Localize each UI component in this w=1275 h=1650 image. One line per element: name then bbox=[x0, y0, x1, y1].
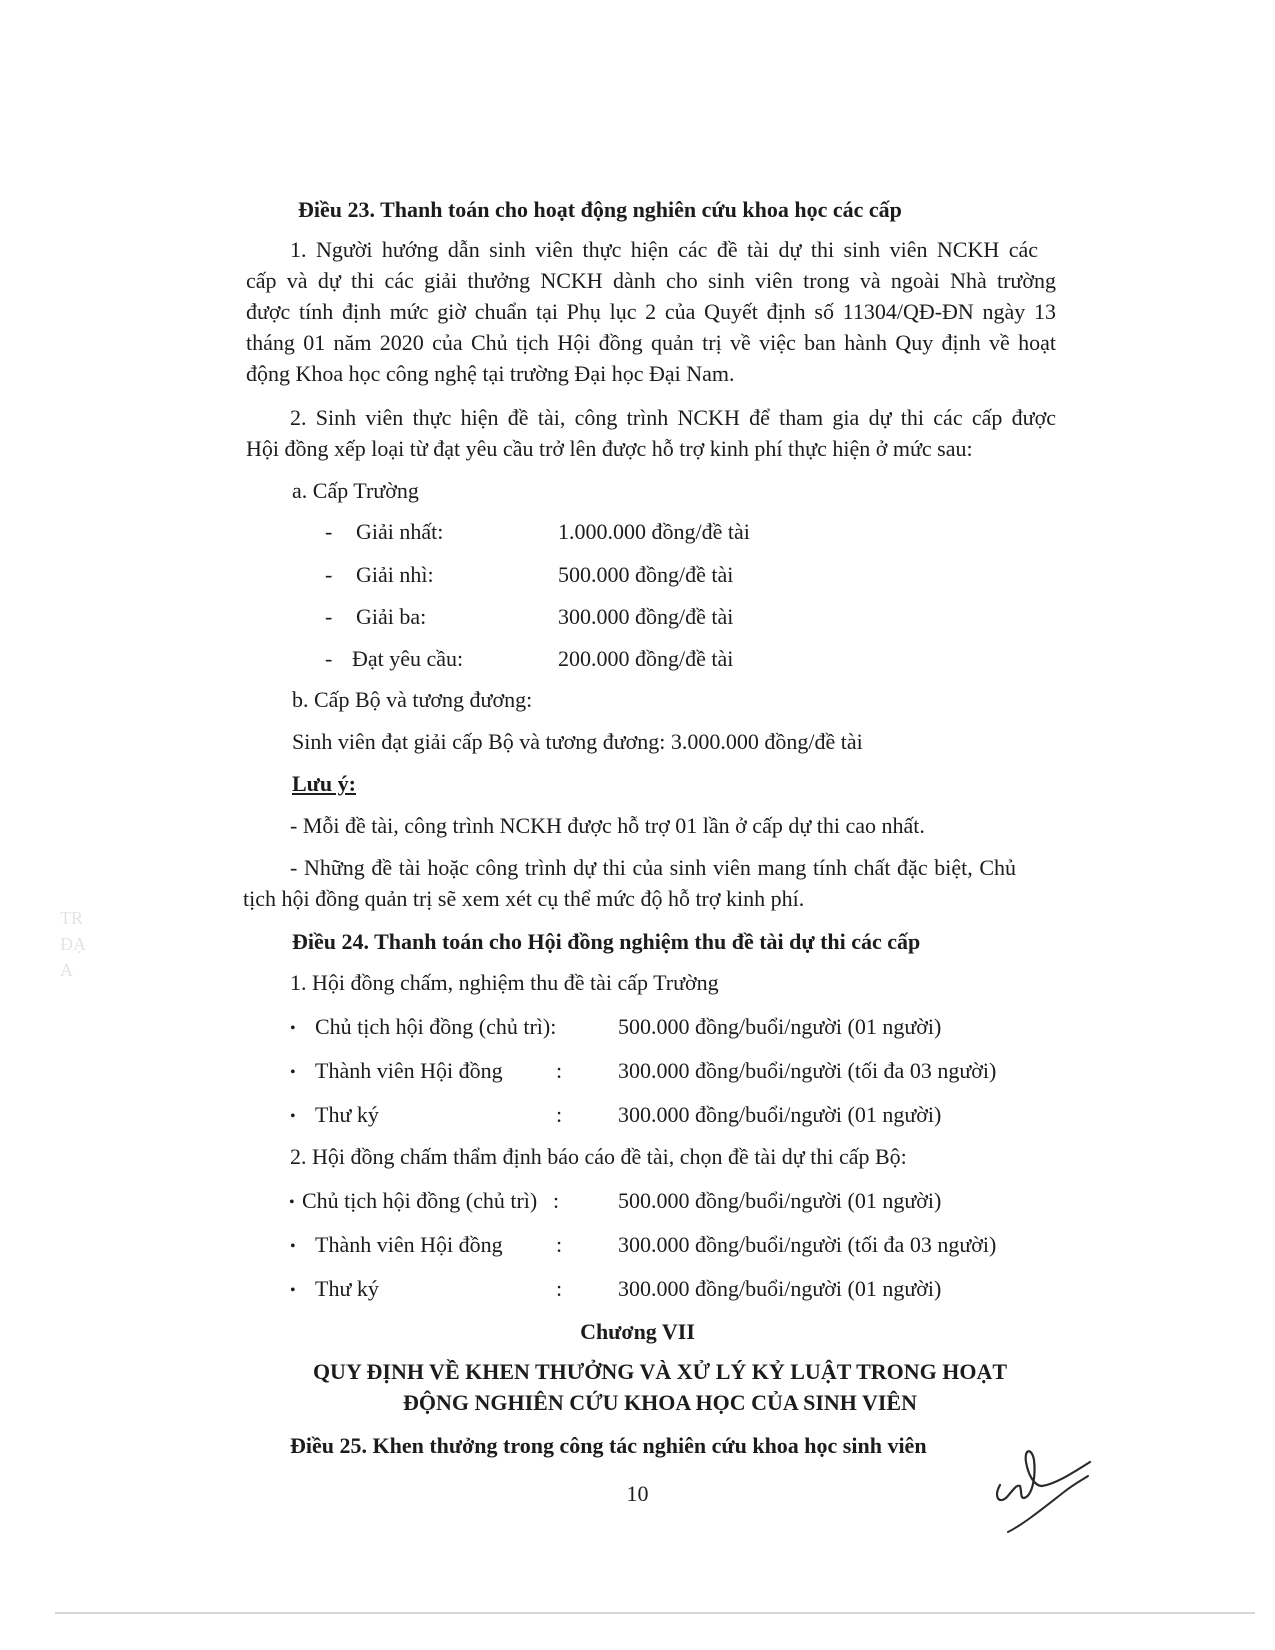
item-value: 300.000 đồng/đề tài bbox=[558, 604, 734, 629]
note-title: Lưu ý: bbox=[292, 771, 356, 796]
section-a-heading: a. Cấp Trường bbox=[292, 478, 419, 503]
signature-mark bbox=[990, 1440, 1110, 1540]
item-colon: : bbox=[556, 1232, 563, 1257]
item-value: 500.000 đồng/buổi/người (01 người) bbox=[618, 1014, 942, 1039]
item-value: 500.000 đồng/đề tài bbox=[558, 562, 734, 587]
chapter-title-line2: ĐỘNG NGHIÊN CỨU KHOA HỌC CỦA SINH VIÊN bbox=[402, 1390, 917, 1415]
item-value: 300.000 đồng/buổi/người (tối đa 03 người) bbox=[618, 1232, 997, 1257]
bleed-through-marks: TR ĐẠ A bbox=[60, 908, 86, 980]
bullet-icon: • bbox=[290, 1020, 296, 1037]
article-23-p1-line2: cấp và dự thi các giải thưởng NCKH dành cho sinh viên trong và ngoài Nhà trường bbox=[246, 268, 1056, 293]
item-label: Thư ký bbox=[315, 1276, 379, 1301]
article-23-p1-line3: được tính định mức giờ chuẩn tại Phụ lục 2 của Quyết định số 11304/QĐ-ĐN ngày 13 bbox=[246, 299, 1056, 324]
note-2-line2: tịch hội đồng quản trị sẽ xem xét cụ thể mức độ hỗ trợ kinh phí. bbox=[243, 886, 805, 911]
dash: - bbox=[325, 646, 333, 671]
item-value: 300.000 đồng/buổi/người (01 người) bbox=[618, 1102, 942, 1127]
item-value: 300.000 đồng/buổi/người (tối đa 03 người) bbox=[618, 1058, 997, 1083]
article-23-p2-line2: Hội đồng xếp loại từ đạt yêu cầu trở lên được hỗ trợ kinh phí thực hiện ở mức sau: bbox=[246, 436, 973, 461]
item-colon: : bbox=[556, 1102, 563, 1127]
item-label: Giải nhất: bbox=[356, 519, 444, 544]
section-1-heading: 1. Hội đồng chấm, nghiệm thu đề tài cấp Trường bbox=[290, 970, 719, 995]
item-value: 200.000 đồng/đề tài bbox=[558, 646, 734, 671]
article-24-title: Điều 24. Thanh toán cho Hội đồng nghiệm thu đề tài dự thi các cấp bbox=[292, 929, 921, 954]
article-23-title: Điều 23. Thanh toán cho hoạt động nghiên cứu khoa học các cấp bbox=[298, 197, 902, 222]
item-value: 500.000 đồng/buổi/người (01 người) bbox=[618, 1188, 942, 1213]
item-label: Thành viên Hội đồng bbox=[315, 1232, 503, 1257]
item-value: 1.000.000 đồng/đề tài bbox=[558, 519, 750, 544]
article-23-p1-line4: tháng 01 năm 2020 của Chủ tịch Hội đồng quản trị về việc ban hành Quy định về hoạt bbox=[246, 330, 1056, 355]
article-23-p1-line5: động Khoa học công nghệ tại trường Đại học Đại Nam. bbox=[246, 361, 735, 386]
item-value: 300.000 đồng/buổi/người (01 người) bbox=[618, 1276, 942, 1301]
scan-edge-line bbox=[55, 1612, 1255, 1614]
item-label: Thư ký bbox=[315, 1102, 379, 1127]
item-colon: : bbox=[556, 1058, 563, 1083]
item-label: Giải ba: bbox=[356, 604, 427, 629]
article-25-title: Điều 25. Khen thưởng trong công tác nghiên cứu khoa học sinh viên bbox=[290, 1433, 927, 1458]
article-23-p2-line1: 2. Sinh viên thực hiện đề tài, công trình NCKH để tham gia dự thi các cấp được bbox=[290, 405, 1056, 430]
note-1: - Mỗi đề tài, công trình NCKH được hỗ trợ 01 lần ở cấp dự thi cao nhất. bbox=[290, 813, 925, 838]
page-number: 10 bbox=[626, 1481, 649, 1506]
bullet-icon: • bbox=[290, 1108, 296, 1125]
article-23-p1-line1: 1. Người hướng dẫn sinh viên thực hiện các đề tài dự thi sinh viên NCKH các bbox=[290, 237, 1038, 262]
chapter-title-line1: QUY ĐỊNH VỀ KHEN THƯỞNG VÀ XỬ LÝ KỶ LUẬT TRONG HOẠT bbox=[312, 1359, 1008, 1384]
bullet-icon: • bbox=[290, 1282, 296, 1299]
dash: - bbox=[325, 604, 333, 629]
item-label: Thành viên Hội đồng bbox=[315, 1058, 503, 1083]
bullet-icon: • bbox=[290, 1064, 296, 1081]
bullet-icon: • bbox=[289, 1194, 295, 1211]
item-colon: : bbox=[556, 1276, 563, 1301]
note-2-line1: - Những đề tài hoặc công trình dự thi của sinh viên mang tính chất đặc biệt, Chủ bbox=[290, 855, 1016, 880]
dash: - bbox=[325, 519, 333, 544]
section-b-text: Sinh viên đạt giải cấp Bộ và tương đương: 3.000.000 đồng/đề tài bbox=[292, 729, 863, 754]
section-b-heading: b. Cấp Bộ và tương đương: bbox=[292, 687, 533, 712]
item-label: Chủ tịch hội đồng (chủ trì) bbox=[302, 1188, 538, 1213]
item-label: Giải nhì: bbox=[356, 562, 434, 587]
item-label: Chủ tịch hội đồng (chủ trì): bbox=[315, 1014, 557, 1039]
item-colon: : bbox=[553, 1188, 560, 1213]
item-label: Đạt yêu cầu: bbox=[352, 646, 464, 671]
dash: - bbox=[325, 562, 333, 587]
section-2-heading: 2. Hội đồng chấm thẩm định báo cáo đề tài, chọn đề tài dự thi cấp Bộ: bbox=[290, 1144, 907, 1169]
bullet-icon: • bbox=[290, 1238, 296, 1255]
chapter-label: Chương VII bbox=[580, 1319, 695, 1344]
